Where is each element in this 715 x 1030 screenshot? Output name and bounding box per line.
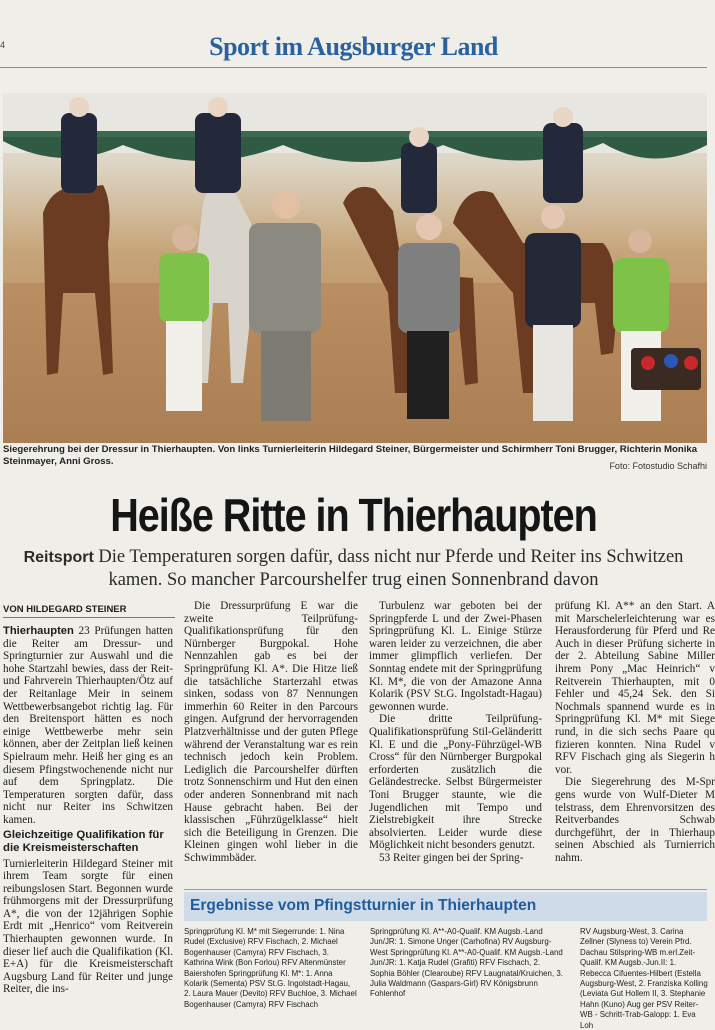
subheading: Gleichzeitige Qualifikation für die Kreismeisterschaften bbox=[3, 828, 164, 854]
paragraph: Die dritte Teilprüfung-Qualifikationsprüfung Stil-Geländeritt Kl. E und die „Pony-Führzügel-WB Cross“ für den Nürnberger Burgpokal erforderten zusätzlich die Geländestrecke. Selbst Bürgermeister Toni Brugger staunte, wie die Jugendlichen mit Tempo und Zielstrebigkeit ihre Strecke absolvierten. Leider wurde diese Möglichkeit nicht besonders genutzt. bbox=[369, 713, 542, 852]
paragraph: Turnierleiterin Hildegard Steiner mit ihrem Team sorgte für einen reibungslosen Start. Begonnen wurde frühmorgens mit der Dressurprüfung A*, die von der 12jährigen Sophie Erdt mit „Henrico“ vom Reitverein Thierhaupten gewonnen wurde. In dieser lief auch die Qualifikation (Kl. E+A) für die Kreismeisterschaft Augsburg Land für Reiter und junge Reiter, die ins- bbox=[3, 857, 173, 996]
paragraph: prüfung Kl. A** an den Start. A mit Marschelerleichterung war es Herausforderung für Pferd und Re Auch in dieser Prüfung sicherte in der 2. Abteilung Sabine Miller ihrem Pony „Mac Heinrich“ v Reitverein Thierhaupten, mit 0 Fehler und 45,24 Sek. den Si Nochmals spannend wurde es in Springprüfung Kl. M* mit Siege rund, in die sich sechs Paare qu fizieren konnten. Nina Rudel v RFV Fischach ging als Siegerin h vor. bbox=[555, 600, 715, 776]
article-column-1 bbox=[3, 625, 173, 996]
results-column-2: Springprüfung Kl. A**-A0-Qualif. KM Augsb.-Land Jun/JR: 1. Simone Unger (Carhofina) RV Augsburg-West Springprüfung Kl. A**-A0-Qualif. KM Augsb.-Land Jun/JR: 1. Katja Rudel (Grafiti) RFV Fischach, 2. Sophia Böhler (Clearoube) RFV Laugnatal/Kruichen, 3. Julia Waldmann (Gaspars-Girl) RV Königsbrunn Fohlenhof bbox=[370, 926, 563, 999]
award-ceremony-photo bbox=[3, 93, 707, 443]
paragraph: Turbulenz war geboten bei der Springpferde L und der Zwei-Phasen Springprüfung Kl. L. Einige Stürze waren leider zu verzeichnen, die aber immer glimpflich verliefen. Der Sonntag endete mit der Springprüfung Kl. M*, die von der Amazone Anna Kolarik (PSV St.G. Ingolstadt-Hagau) gewonnen wurde. bbox=[369, 600, 542, 713]
kicker: Reitsport bbox=[23, 549, 94, 566]
paragraph: 53 Reiter gingen bei der Spring- bbox=[379, 851, 524, 864]
paragraph: Die Siegerehrung des M-Spr gens wurde von Wulf-Dieter M telstrass, dem Ehrenvorsitzen des Reitverbandes Schwab durchgeführt, der in Thierhaup seinen Abschied als Turnierrich nahm. bbox=[555, 776, 715, 864]
deck-text: Die Temperaturen sorgen dafür, dass nicht nur Pferde und Reiter ins Schwitzen kamen. So mancher Parcourshelfer trug einen Sonnenbrand davon bbox=[98, 547, 684, 590]
article-column-2 bbox=[184, 600, 358, 864]
section-header bbox=[0, 28, 707, 68]
results-column-1: Springprüfung Kl. M* mit Siegerrunde: 1. Nina Rudel (Exclusive) RFV Fischach, 2. Michael Bogenhauser (Camyra) RFV Fischach, 3. Kathrina Wink (Bon Forlou) RFV Altenmünster Baiershofen Springprüfung Kl. M*: 1. Anna Kolarik (Sementa) PSV St.G. Ingolstadt-Hagau, 2. Laura Mauer (Devito) RFV Buchloe, 3. Michael Bogenhauser (Camyra) RFV Fischach bbox=[184, 926, 357, 1009]
paragraph-text: 23 Prüfungen hatten die Reiter am Dressur- und Springturnier zur Auswahl und die hohe Startzahl bewies, dass der Reit- und Fahrverein Thierhaupten/Ötz auf der Reitanlage Meir in seinem Wettbewerbsangebot richtig lag. Für den Breitensport hätten es noch einige Wettbewerbe mehr sein können, aber der Zeitplan ließ keinen Spielraum mehr. Heiß her ging es an diesem Pfingstwochenende nicht nur auf dem Springplatz. Die Temperaturen sorgten dafür, dass nicht nur Reiter ins Schwitzen kamen. bbox=[3, 625, 173, 826]
photo-credit: Foto: Fotostudio Schafhi bbox=[609, 461, 707, 471]
page-number: 4 bbox=[0, 40, 6, 50]
results-column-3: RV Augsburg-West, 3. Carina Zellner (Slyness to) Verein Pfrd. Dachau Stilspring-WB m.erl.Zeit-Qualif. KM Augsb.-Jun.II: 1. Rebecca Cifuentes-Hilbert (Estella Augsburg-West, 2. Franziska Kolling (Leviata Gut Hollem II, 3. Stephanie Hahn (Kuno) Aug ger PSV Reiter-WB - Schritt-Trab-Galopp: 1. Eva Loh bbox=[580, 926, 708, 1030]
results-title: Ergebnisse vom Pfingstturnier in Thierhaupten bbox=[184, 892, 707, 921]
deck bbox=[0, 546, 707, 591]
paragraph: Die Dressurprüfung E war die zweite Teilprüfung-Qualifikationsprüfung für den Nürnberger Burgpokal. Hohe Nennzahlen gab es bei der Springprüfung Kl. A*. Die Hitze ließ die tatsächliche Starterzahl etwas sinken, sodass von 87 Nennungen immerhin 60 Reiter in den Parcours gingen. Aufgrund der hervorragenden Platzverhältnisse und der guten Pflege während der Veranstaltung war es rein technisch jedoch kein Problem. Lediglich die Parcourshelfer dürften trotz Sonnenschirm und Hut den einen oder anderen Sonnenbrand mit nach Hause gebracht haben. Bei der klassischen „Führzügelklasse“ hielt sich die Beteiligung in Grenzen. Die Kleinen gingen wohl lieber in die Schwimmbäder. bbox=[184, 600, 358, 864]
byline: VON HILDEGARD STEINER bbox=[3, 604, 175, 618]
photo-illustration bbox=[3, 93, 707, 443]
article-column-3 bbox=[369, 600, 542, 864]
article-column-4 bbox=[555, 600, 715, 864]
photo-caption: Siegerehrung bei der Dressur in Thierhaupten. Von links Turnierleiterin Hildegard Steiner, Bürgermeister und Schirmherr Toni Brugger, Richterin Monika Steinmayer, Anni Gross. bbox=[3, 444, 698, 467]
paragraph bbox=[3, 625, 173, 827]
results-box bbox=[184, 889, 708, 1030]
headline: Heiße Ritte in Thierhaupten bbox=[110, 489, 597, 541]
section-title: Sport im Augsburger Land bbox=[209, 32, 498, 61]
dateline: Thierhaupten bbox=[3, 625, 74, 637]
